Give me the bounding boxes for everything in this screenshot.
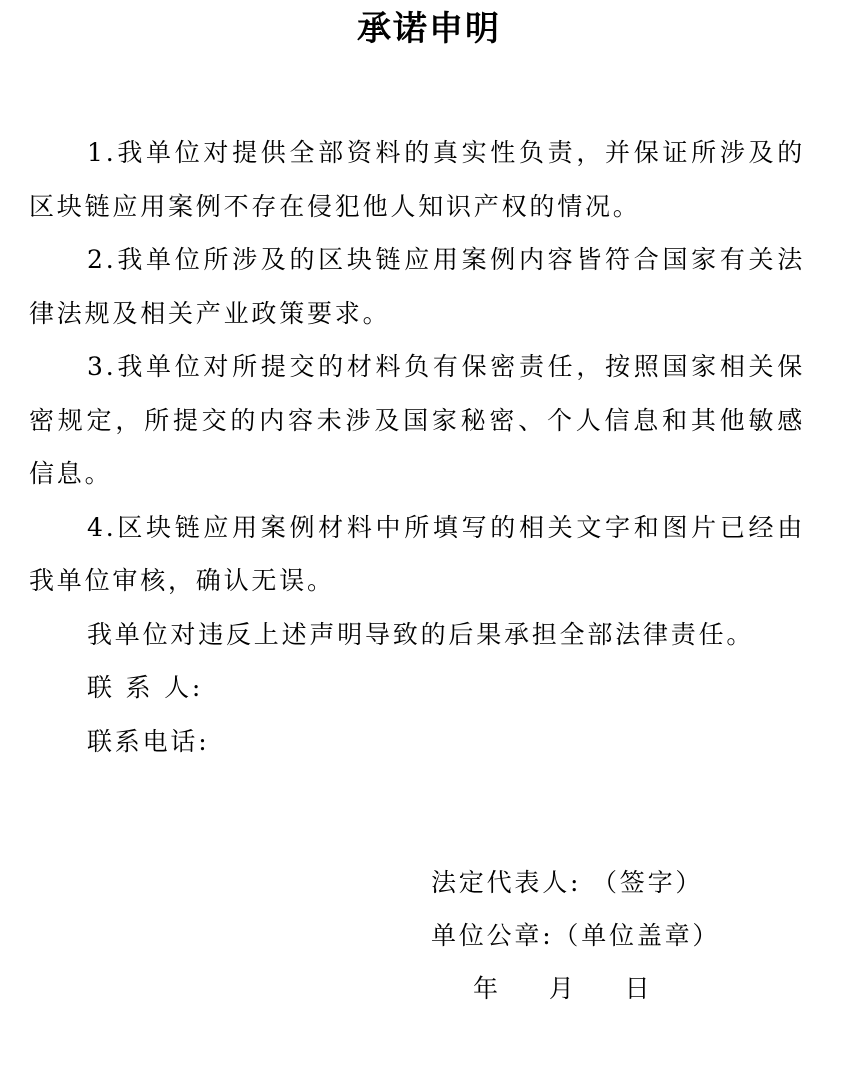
unit-seal-label: 单位公章:（单位盖章） [431, 921, 721, 950]
page-title: 承诺申明 [357, 9, 501, 49]
date-month: 月 [548, 974, 577, 1003]
date-year: 年 [473, 974, 501, 1003]
date-day: 日 [624, 974, 653, 1003]
declaration-body [29, 126, 805, 768]
legal-representative-label: 法定代表人: （签字） [431, 868, 704, 897]
contact-person-label: 联 系 人: [87, 673, 204, 702]
paragraph-4: 4.区块链应用案例材料中所填写的相关文字和图片已经由我单位审核，确认无误。 [29, 512, 805, 595]
paragraph-1: 1.我单位对提供全部资料的真实性负责，并保证所涉及的区块链应用案例不存在侵犯他人知识产权的情况。 [29, 138, 805, 221]
paragraph-3: 3.我单位对所提交的材料负有保密责任，按照国家相关保密规定，所提交的内容未涉及国家秘密、个人信息和其他敏感信息。 [29, 352, 805, 488]
contact-phone-label: 联系电话: [87, 726, 210, 756]
paragraph-2: 2.我单位所涉及的区块链应用案例内容皆符合国家有关法律法规及相关产业政策要求。 [29, 245, 805, 328]
signature-block [431, 856, 831, 1015]
liability-statement: 我单位对违反上述声明导致的后果承担全部法律责任。 [87, 619, 755, 649]
date-line [431, 962, 831, 1015]
